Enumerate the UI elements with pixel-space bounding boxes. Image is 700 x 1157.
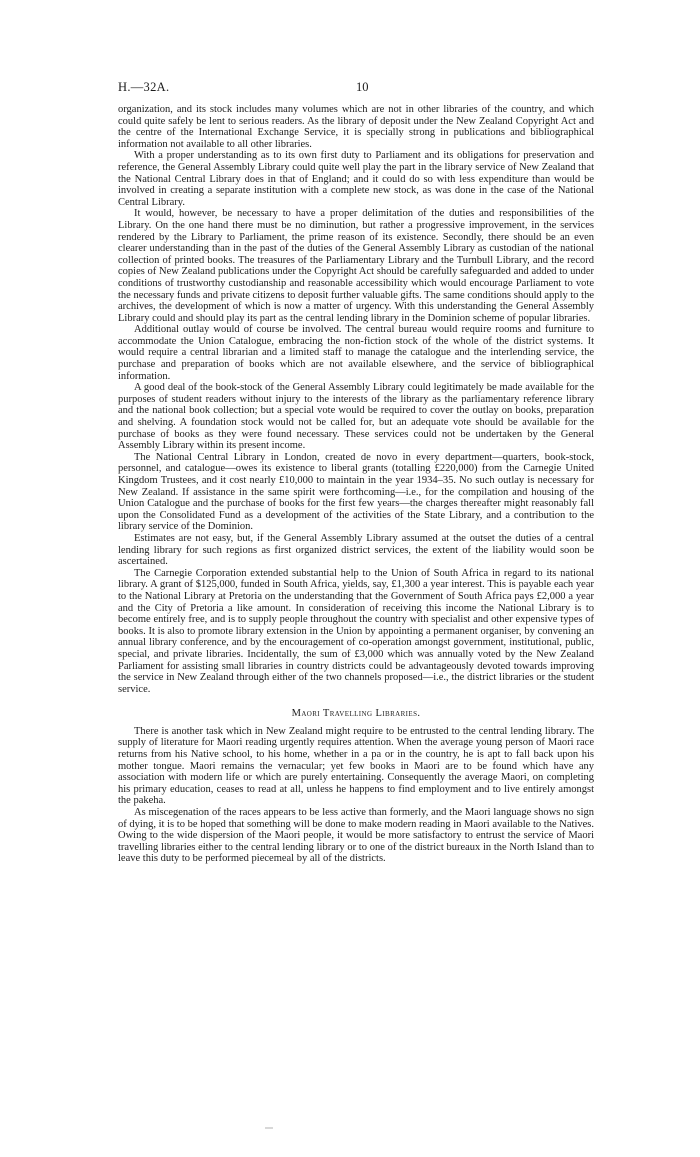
section-heading: Maori Travelling Libraries. (291, 708, 421, 720)
paragraph: As miscegenation of the races appears to be less active than formerly, and the Maori language shows no sign of dying, it is to be hoped that something will be done to make modern reading in Maori available to the Natives. Owing to the wide dispersion of the Maori people, it would be more satisfactory to entrust the service of Maori travelling libraries either to the central lending library or to one of the district bureaux in the North Island than to leave this duty to be performed piecemeal by all of the districts. (118, 807, 594, 865)
paragraph: A good deal of the book-stock of the General Assembly Library could legitimately be made available for the purposes of student readers without injury to the interests of the library as the parliamentary reference library and the national book collection; but a special vote would be required to cover the outlay on books, preparation and shelving. A foundation stock would not be called for, but an adequate vote should be available for the purchase of books as they were found necessary. These services could not be undertaken by the General Assembly Library within its present income. (118, 382, 594, 452)
paragraph: Additional outlay would of course be involved. The central bureau would require rooms and furniture to accommodate the Union Catalogue, embracing the non-fiction stock of the whole of the district systems. It would require a central librarian and a limited staff to manage the catalogue and the interlending service, the purchase and preparation of books which are not available elsewhere, and the service of bibliographical information. (118, 324, 594, 382)
scan-mark (265, 1127, 273, 1129)
paragraph: Estimates are not easy, but, if the General Assembly Library assumed at the outset the duties of a central lending library for such regions as first organized district services, the extent of the liability would soon be ascertained. (118, 532, 594, 568)
paragraph: organization, and its stock includes many volumes which are not in other libraries of the country, and which could quite safely be lent to serious readers. As the library of deposit under the New Zealand Copyright Act and the centre of the International Exchange Service, it is specially strong in publications and bibliographical information not available to all other libraries. (118, 104, 594, 150)
paragraph: With a proper understanding as to its own first duty to Parliament and its obligations for preservation and reference, the General Assembly Library could quite well play the part in the library service of New Zealand that the National Central Library does in that of England; and it could do so with less expenditure than would be involved in creating a separate institution with a complete new stock, as was done in the case of the National Central Library. (118, 150, 594, 208)
paragraph: The Carnegie Corporation extended substantial help to the Union of South Africa in regard to its national library. A grant of $125,000, funded in South Africa, yields, say, £1,300 a year interest. This is payable each year to the National Library at Pretoria on the understanding that the Government of South Africa pays £2,000 a year and the City of Pretoria a like amount. In consideration of receiving this income the National Library is to become entirely free, and is to supply people throughout the country with specialist and other expensive types of books. It is also to promote library extension in the Union by appointing a permanent organiser, by convening an annual library conference, and by the encouragement of co-operation amongst government, institutional, public, special, and private libraries. Incidentally, the sum of £3,000 which was annually voted by the New Zealand Parliament for assisting small libraries in country districts could be advantageously devoted towards improving the service in New Zealand through either of the two channels proposed—i.e., the district libraries or the student service. (118, 567, 594, 695)
document-body (118, 104, 594, 865)
document-reference: H.—32A. (118, 80, 170, 94)
paragraph: The National Central Library in London, created de novo in every department—quarters, book-stock, personnel, and catalogue—owes its existence to liberal grants (totalling £220,000) from the Carnegie United Kingdom Trustees, and it cost nearly £10,000 to maintain in the year 1934–35. No such outlay is necessary for New Zealand. If assistance in the same spirit were forthcoming—i.e., for the compilation and housing of the Union Catalogue and the purchase of books for the first few years—the charges thereafter might reasonably fall upon the Consolidated Fund as a development of the activities of the State Library, and a contribution to the library service of the Dominion. (118, 451, 594, 533)
page-header (118, 80, 594, 96)
paragraph: It would, however, be necessary to have a proper delimitation of the duties and responsibilities of the Library. On the one hand there must be no diminution, but rather a progressive improvement, in the services rendered by the Library to Parliament, the prime reason of its existence. Secondly, there should be an even clearer understanding than in the past of the duties of the General Assembly Library as custodian of the national collection of printed books. The treasures of the Parliamentary Library and the Turnbull Library, and the record copies of New Zealand publications under the Copyright Act should be carefully safeguarded and added to under conditions of trustworthy custodianship and reasonable accessibility which would encourage Parliament to vote the necessary funds and private citizens to deposit further valuable gifts. The same conditions should apply to the archives, the development of which is now a matter of urgency. With this understanding the General Assembly Library could and should play its part as the central lending library in the Dominion scheme of popular libraries. (118, 208, 594, 324)
page-number: 10 (356, 80, 369, 94)
paragraph: There is another task which in New Zealand might require to be entrusted to the central lending library. The supply of literature for Maori reading urgently requires attention. When the average young person of Maori race returns from his Native school, to his home, whether in a pa or in the country, he is apt to fall back upon his mother tongue. Maori remains the vernacular; yet few books in Maori are to be found which have any association with modern life or which are purely entertaining. Consequently the average Maori, on completing his primary education, ceases to read at all, unless he happens to find employment and to live entirely amongst the pakeha. (118, 725, 594, 807)
